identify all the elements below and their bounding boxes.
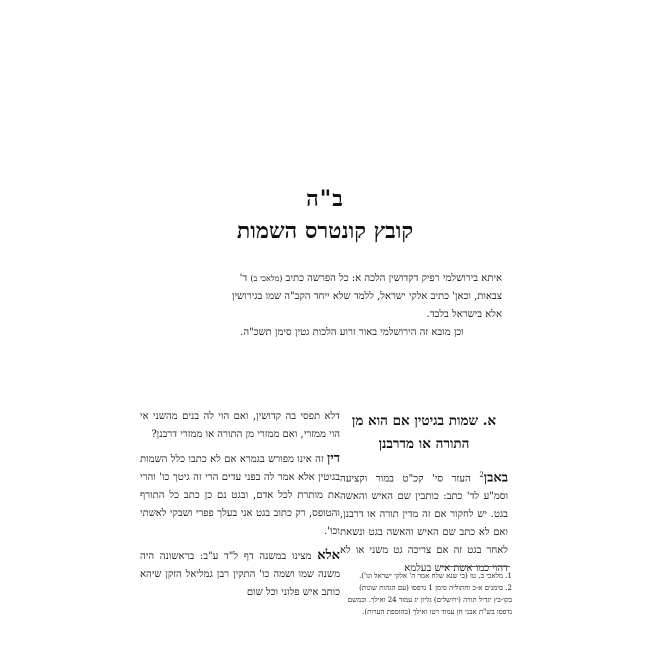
section-heading-line-1: א. שמות בגיטין אם הוא מן <box>351 413 497 429</box>
intro-line-1-text: איתא בירושלמי רפיק דקדושין הלכה א: כל הפרשה כתיב <box>285 273 502 284</box>
lead-word: אלא <box>317 548 340 563</box>
intro-line-3: אלא בישראל בלבד. <box>426 309 502 320</box>
intro-line-1 <box>202 270 502 288</box>
footnotes <box>342 570 512 618</box>
left-paragraph-2 <box>140 450 340 541</box>
page-title: קובץ קונטרס השמות <box>236 218 414 244</box>
left-paragraph-1: דלא תפסי בה קדושין, ואם הוי לה בנים מהשני אי הוי ממזרי, ואם ממזרי מן התורה או ממזרי דרבנן? <box>140 411 340 440</box>
footnote-2: 2. סימנים א-כ וחתוליה סימן 1 נדפסו (עם הגהות שונות) בקו-בץ יגדיל תורה (ירושלים) גליון יג עמוד 24 ואילך. וכמשם נדפסו בש"ת אבני חן עמוד רטו ואילך (בהוספת הערות). <box>347 584 512 616</box>
right-column <box>340 408 508 584</box>
section-heading-line-2: התורה או מדרבנן <box>378 436 470 452</box>
intro-source-ref: (מלאכי ב) <box>250 274 283 283</box>
lead-word: דין <box>327 451 340 466</box>
right-paragraph-1 <box>340 466 508 578</box>
left-paragraph-3-text: מצינו במשנה דף ל"ד ע"ב: בראשונה היה משנה שמו ושמה כו' התקין רבן גמליאל הזקן שיהא כותב איש פלוני וכל שום <box>140 551 340 598</box>
footnote-marker: 2 <box>479 471 484 479</box>
intro-line-4: וכן מובא זה הירושלמי באור זרוע הלכות גטין סימן תשכ"ה. <box>240 327 464 338</box>
intro-line-1-end: ד' <box>239 273 248 284</box>
intro-paragraph <box>202 270 502 342</box>
lead-word: באבן <box>483 470 508 486</box>
footnote-1: 1. מלאכי ב, טז (כי שנא שלח אמר ה' אלקי ישראל וגו'). <box>359 572 512 580</box>
left-paragraph-3 <box>140 547 340 602</box>
section-heading <box>340 410 508 456</box>
left-paragraph-2-text: זה אינו מפורש בגמרא אם לא כתבו כלל השמות בגיטין אלא אמר לה בפני עדים הרי זה גיטך כו' והרי את מותרת לכל אדם, ובגט נם כן כתב כל התורף והטופס, רק כתוב בגט אני בעלך פפרי ושבקי לאשתי וכו'. <box>140 454 340 537</box>
intro-line-2: צבאות, וכאן' כתיב אלקי ישראל, ללמד שלא ייחד הקב"ה שמו בגירושין <box>231 291 502 302</box>
bh-heading: ב"ה <box>306 186 344 212</box>
right-paragraph-1-text: העזר סי' קכ"ט במור וקציעה וסמ"ע לד' כתב: כותבין שם האיש והאשה בגט. יש לחקור אם זה מדין תורה או דרבנן, ואם לא כתב שם האיש והאשה בגט ונשאת לאחר בגט זה אם צריכה גט משני או לא דהוי כמו אשת איש בעלמא <box>340 473 508 575</box>
left-column <box>140 408 340 608</box>
footnote-divider <box>440 566 510 567</box>
